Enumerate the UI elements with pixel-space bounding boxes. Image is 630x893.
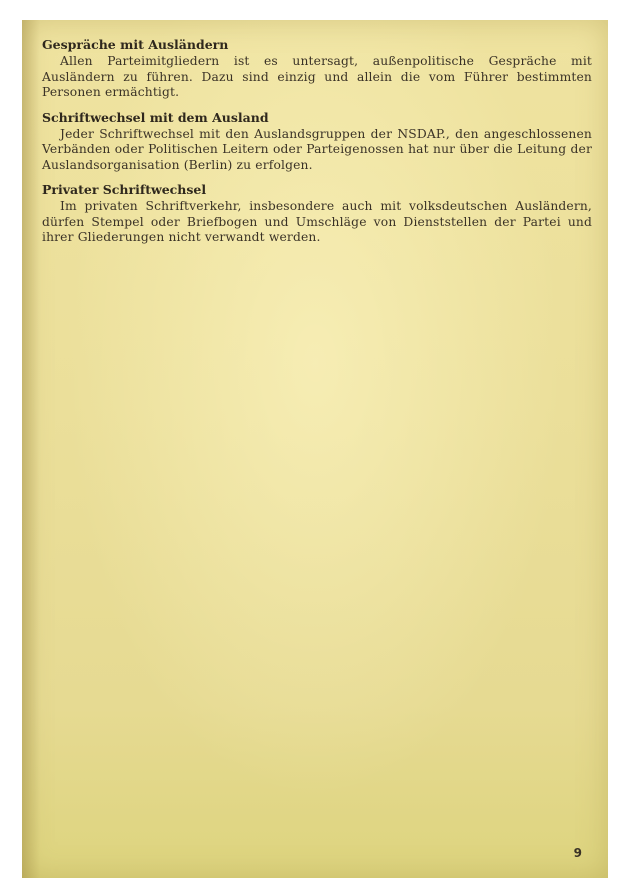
section-heading-conversations: Gespräche mit Ausländern (42, 37, 229, 52)
section-body-conversations: Allen Parteimitgliedern ist es untersagt, außenpolitische Gespräche mit Ausländern zu führen. Dazu sind einzig und allein die vom Führer bestimmten Personen ermächtigt. (42, 54, 592, 99)
section-body-private-correspondence: Im privaten Schriftverkehr, insbesondere auch mit volksdeutschen Ausländern, dürfen Stempel oder Briefbogen und Umschläge von Dienststellen der Partei und ihrer Gliederungen nicht verwandt werden. (42, 199, 592, 244)
page-content (42, 36, 592, 254)
page-number: 9 (573, 846, 582, 860)
book-page (22, 20, 608, 878)
section-body-correspondence-abroad: Jeder Schriftwechsel mit den Auslandsgruppen der NSDAP., den angeschlossenen Verbänden oder Politischen Leitern oder Parteigenossen hat nur über die Leitung der Auslandsorganisation (Berlin) zu erfolgen. (42, 126, 592, 172)
section-heading-correspondence-abroad: Schriftwechsel mit dem Ausland (42, 109, 269, 125)
section-heading-private-correspondence: Privater Schriftwechsel (42, 182, 207, 197)
